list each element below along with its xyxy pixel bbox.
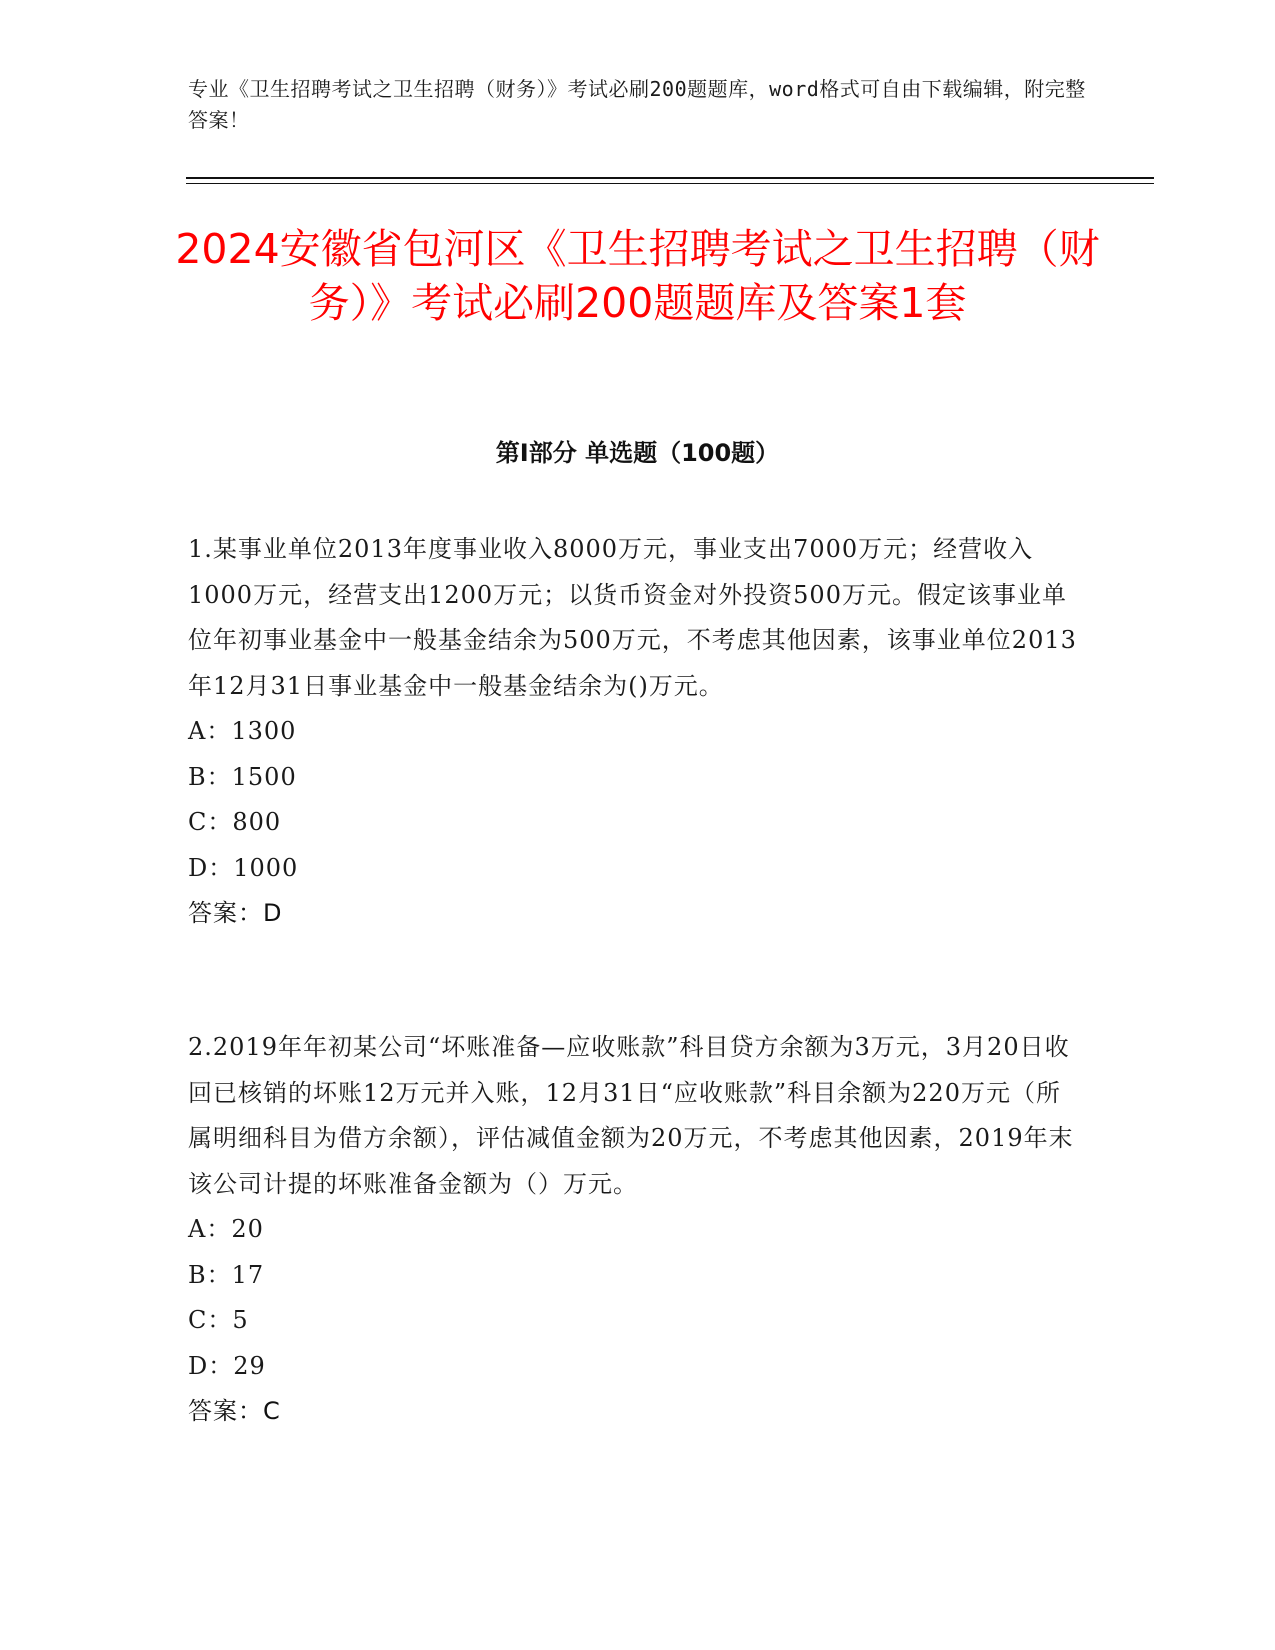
section-title: 第I部分 单选题（100题） (495, 439, 780, 467)
option-b: B：17 (188, 1260, 265, 1289)
option-a: A：1300 (188, 717, 297, 745)
option-d: D：29 (188, 1351, 266, 1380)
question-block (188, 527, 1078, 937)
option-c: C：800 (188, 808, 282, 836)
question-block (188, 1025, 1078, 1435)
option-b: B：1500 (188, 762, 297, 791)
question-text: 2.2019年年初某公司“坏账准备—应收账款”科目贷方余额为3万元，3月20日收回已核销的坏账12万元并入账，12月31日“应收账款”科目余额为220万元（所属明细科目为借方余额），评估减值金额为20万元，不考虑其他因素，2019年末该公司计提的坏账准备金额为（）万元。 (188, 1033, 1074, 1198)
option-d: D：1000 (188, 853, 299, 882)
document-title: 2024安徽省包河区《卫生招聘考试之卫生招聘（财务）》考试必刷200题题库及答案1套 (175, 225, 1100, 327)
answer-line: 答案：C (188, 1397, 281, 1425)
option-c: C：5 (188, 1306, 249, 1334)
header-divider-thick (186, 177, 1154, 179)
header-divider-thin (186, 183, 1154, 184)
header-note: 专业《卫生招聘考试之卫生招聘（财务）》考试必刷200题题库，word格式可自由下载编辑，附完整答案！ (188, 77, 1086, 132)
option-a: A：20 (188, 1215, 264, 1243)
question-text: 1.某事业单位2013年度事业收入8000万元，事业支出7000万元；经营收入1000万元，经营支出1200万元；以货币资金对外投资500万元。假定该事业单位年初事业基金中一般基金结余为500万元，不考虑其他因素，该事业单位2013年12月31日事业基金中一般基金结余为()万元。 (188, 535, 1077, 700)
answer-line: 答案：D (188, 899, 283, 927)
